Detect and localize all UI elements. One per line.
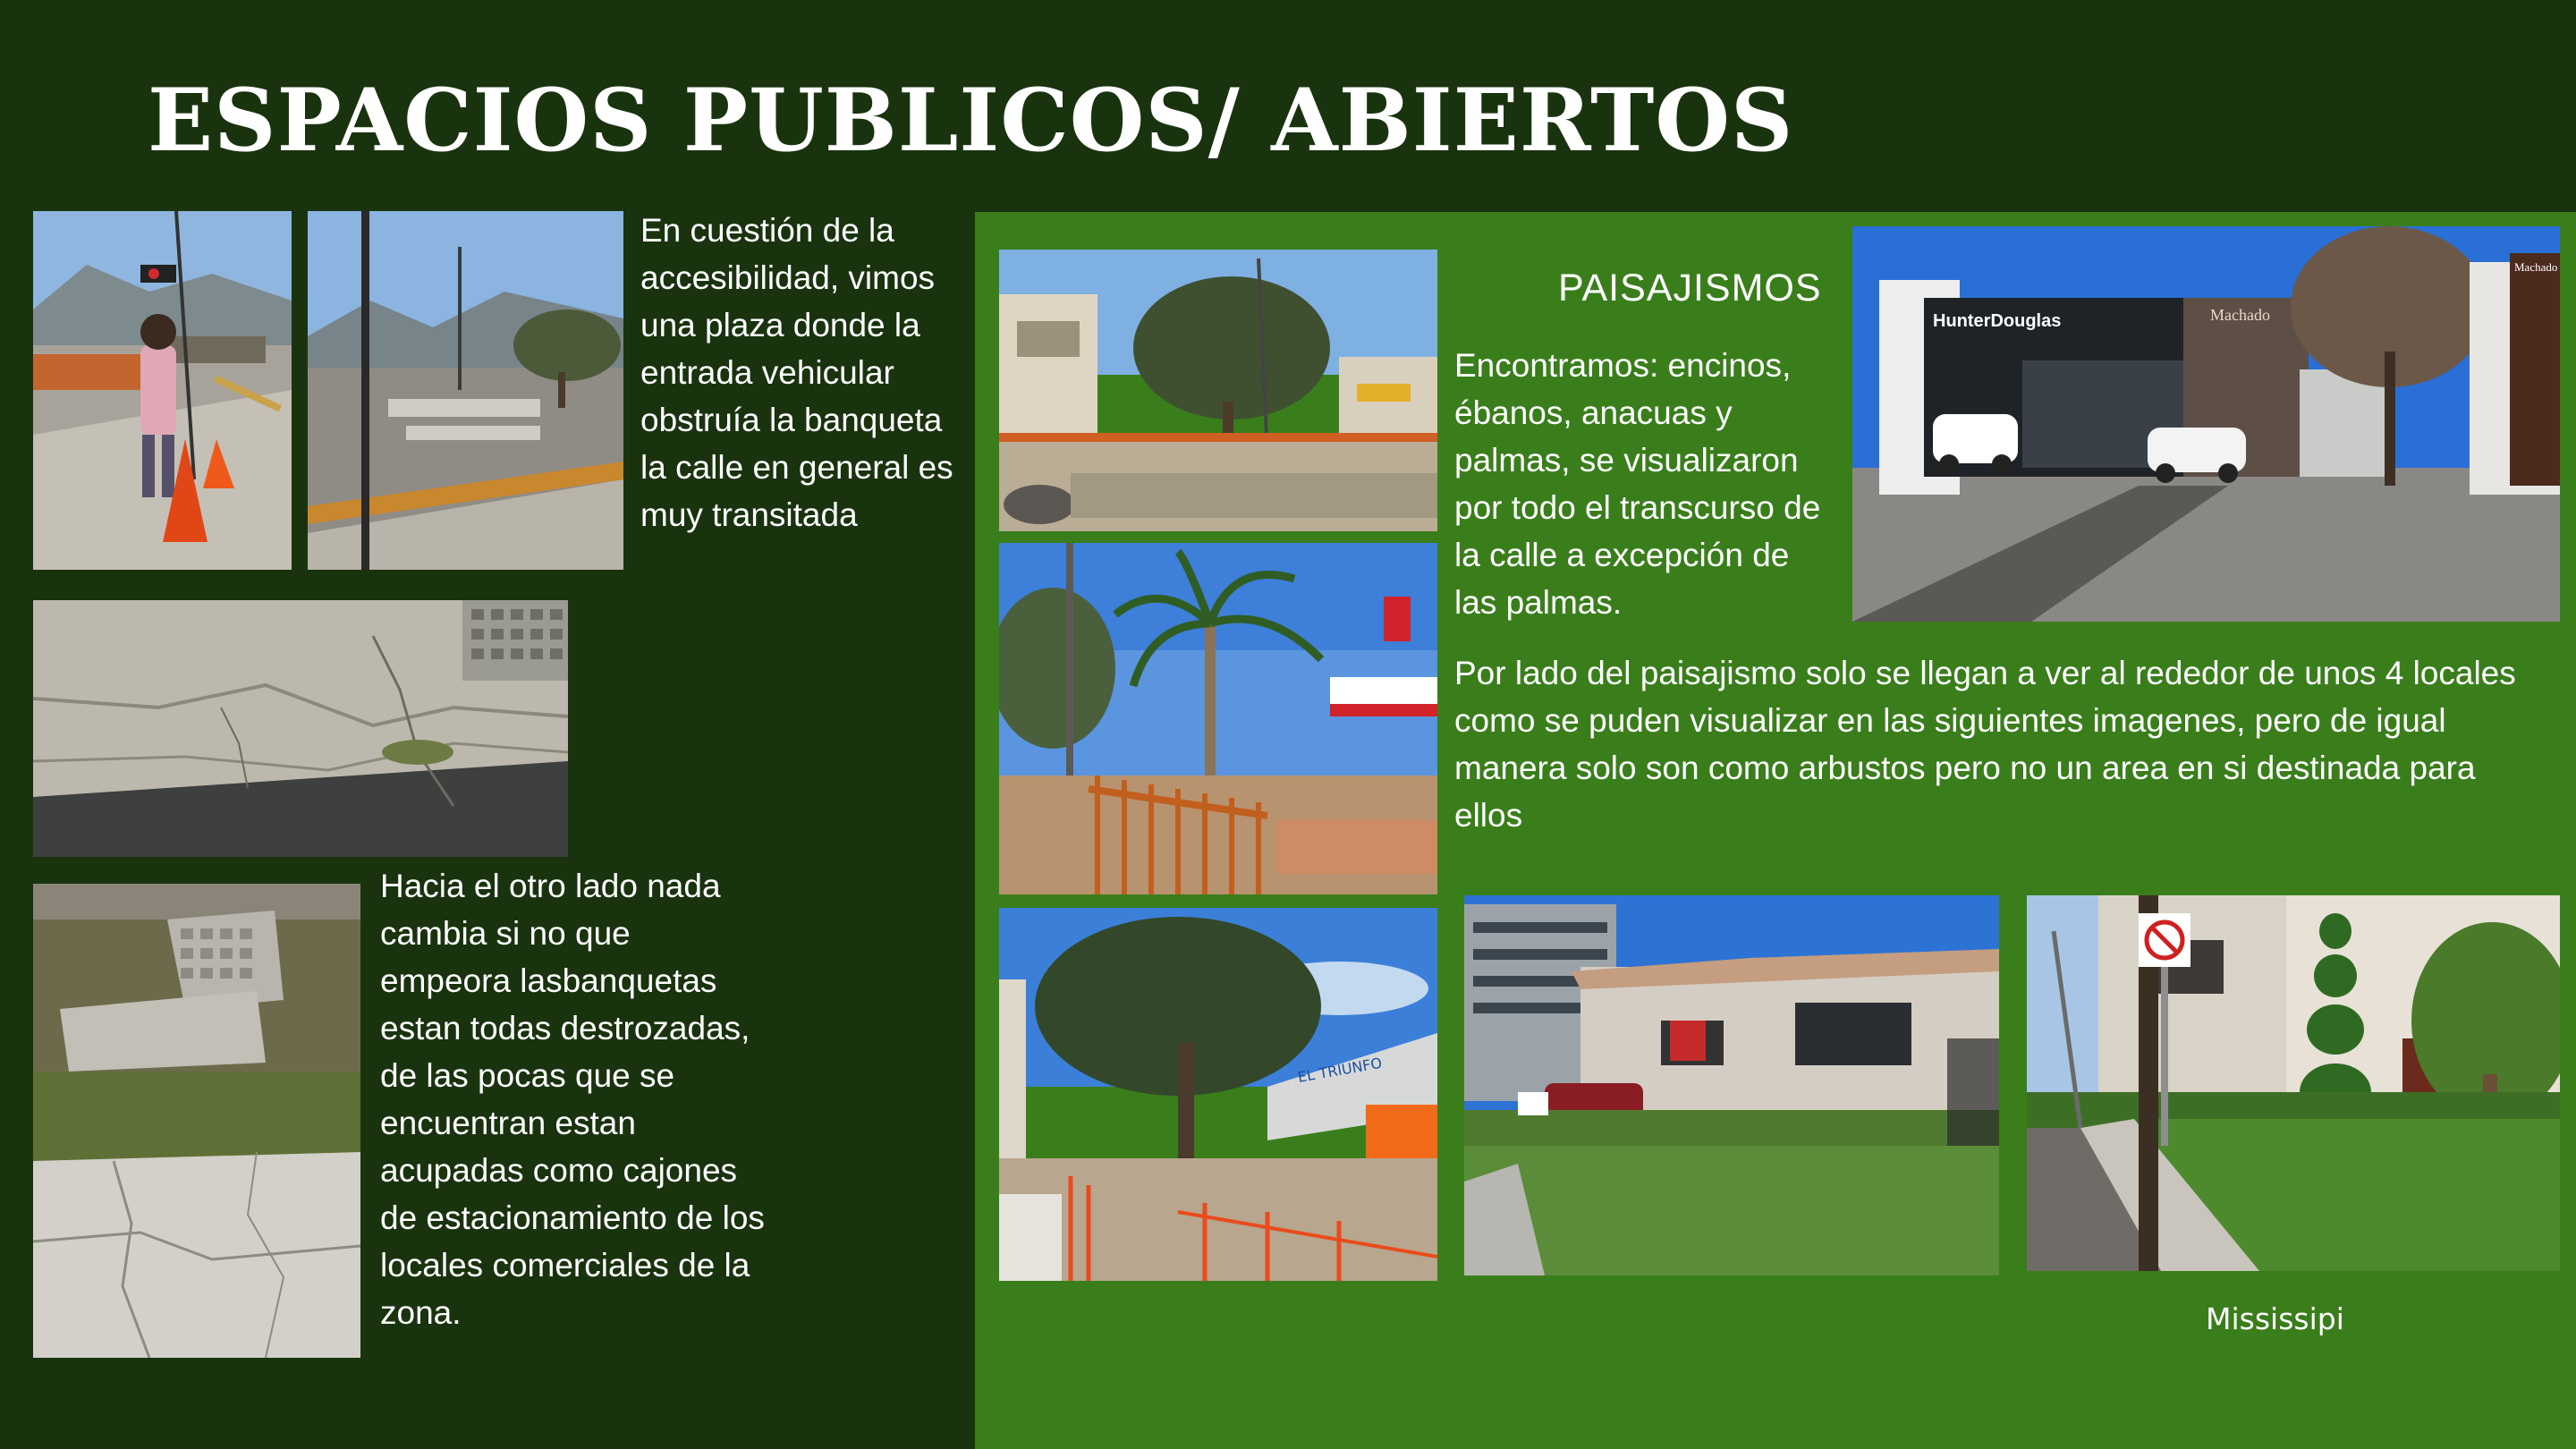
photo-plaza-construction: [999, 250, 1437, 531]
triunfo-sign: EL TRIUNFO: [1296, 1054, 1384, 1086]
other-side-text: Hacia el otro lado nada cambia si no que empeora lasbanquetas estan todas destrozadas, de las pocas que se encuentran estan acupadas como cajones de estacionamiento de los locales comerciales de la zona.: [380, 868, 765, 1331]
hunterdouglas-sign: HunterDouglas: [1933, 311, 2062, 331]
photo-house-garden: [1464, 895, 1999, 1275]
photo-street-cones: [33, 211, 292, 570]
photo-destroyed-sidewalk: [33, 884, 360, 1358]
photo-caption: Mississipi: [2206, 1301, 2344, 1336]
landscaping-heading: PAISAJISMOS: [1558, 267, 1822, 309]
locales-text: Por lado del paisajismo solo se llegan a ver al rededor de unos 4 locales como se puden visualizar en las siguientes imagenes, pero de igual manera solo son como arbustos pero no un area en si destinada para ellos: [1454, 655, 2516, 834]
machado-side-sign: Machado: [2514, 260, 2558, 274]
photo-hunterdouglas-building: [1852, 226, 2560, 622]
photo-tree-construction: [999, 908, 1437, 1281]
photo-broken-sidewalk: [33, 600, 568, 857]
photo-topiary-house: [2027, 895, 2560, 1271]
photo-palm-fence: [999, 543, 1437, 894]
photo-crosswalk: [308, 211, 623, 570]
page-title: ESPACIOS PUBLICOS/ ABIERTOS: [148, 70, 1794, 171]
machado-sign: Machado: [2210, 306, 2270, 324]
accessibility-text: En cuestión de la accesibilidad, vimos una plaza donde la entrada vehicular obstruía la banqueta la calle en general es muy transitada: [640, 212, 953, 533]
species-text: Encontramos: encinos, ébanos, anacuas y palmas, se visualizaron por todo el transcurso de la calle a excepción de las palmas.: [1454, 347, 1821, 621]
